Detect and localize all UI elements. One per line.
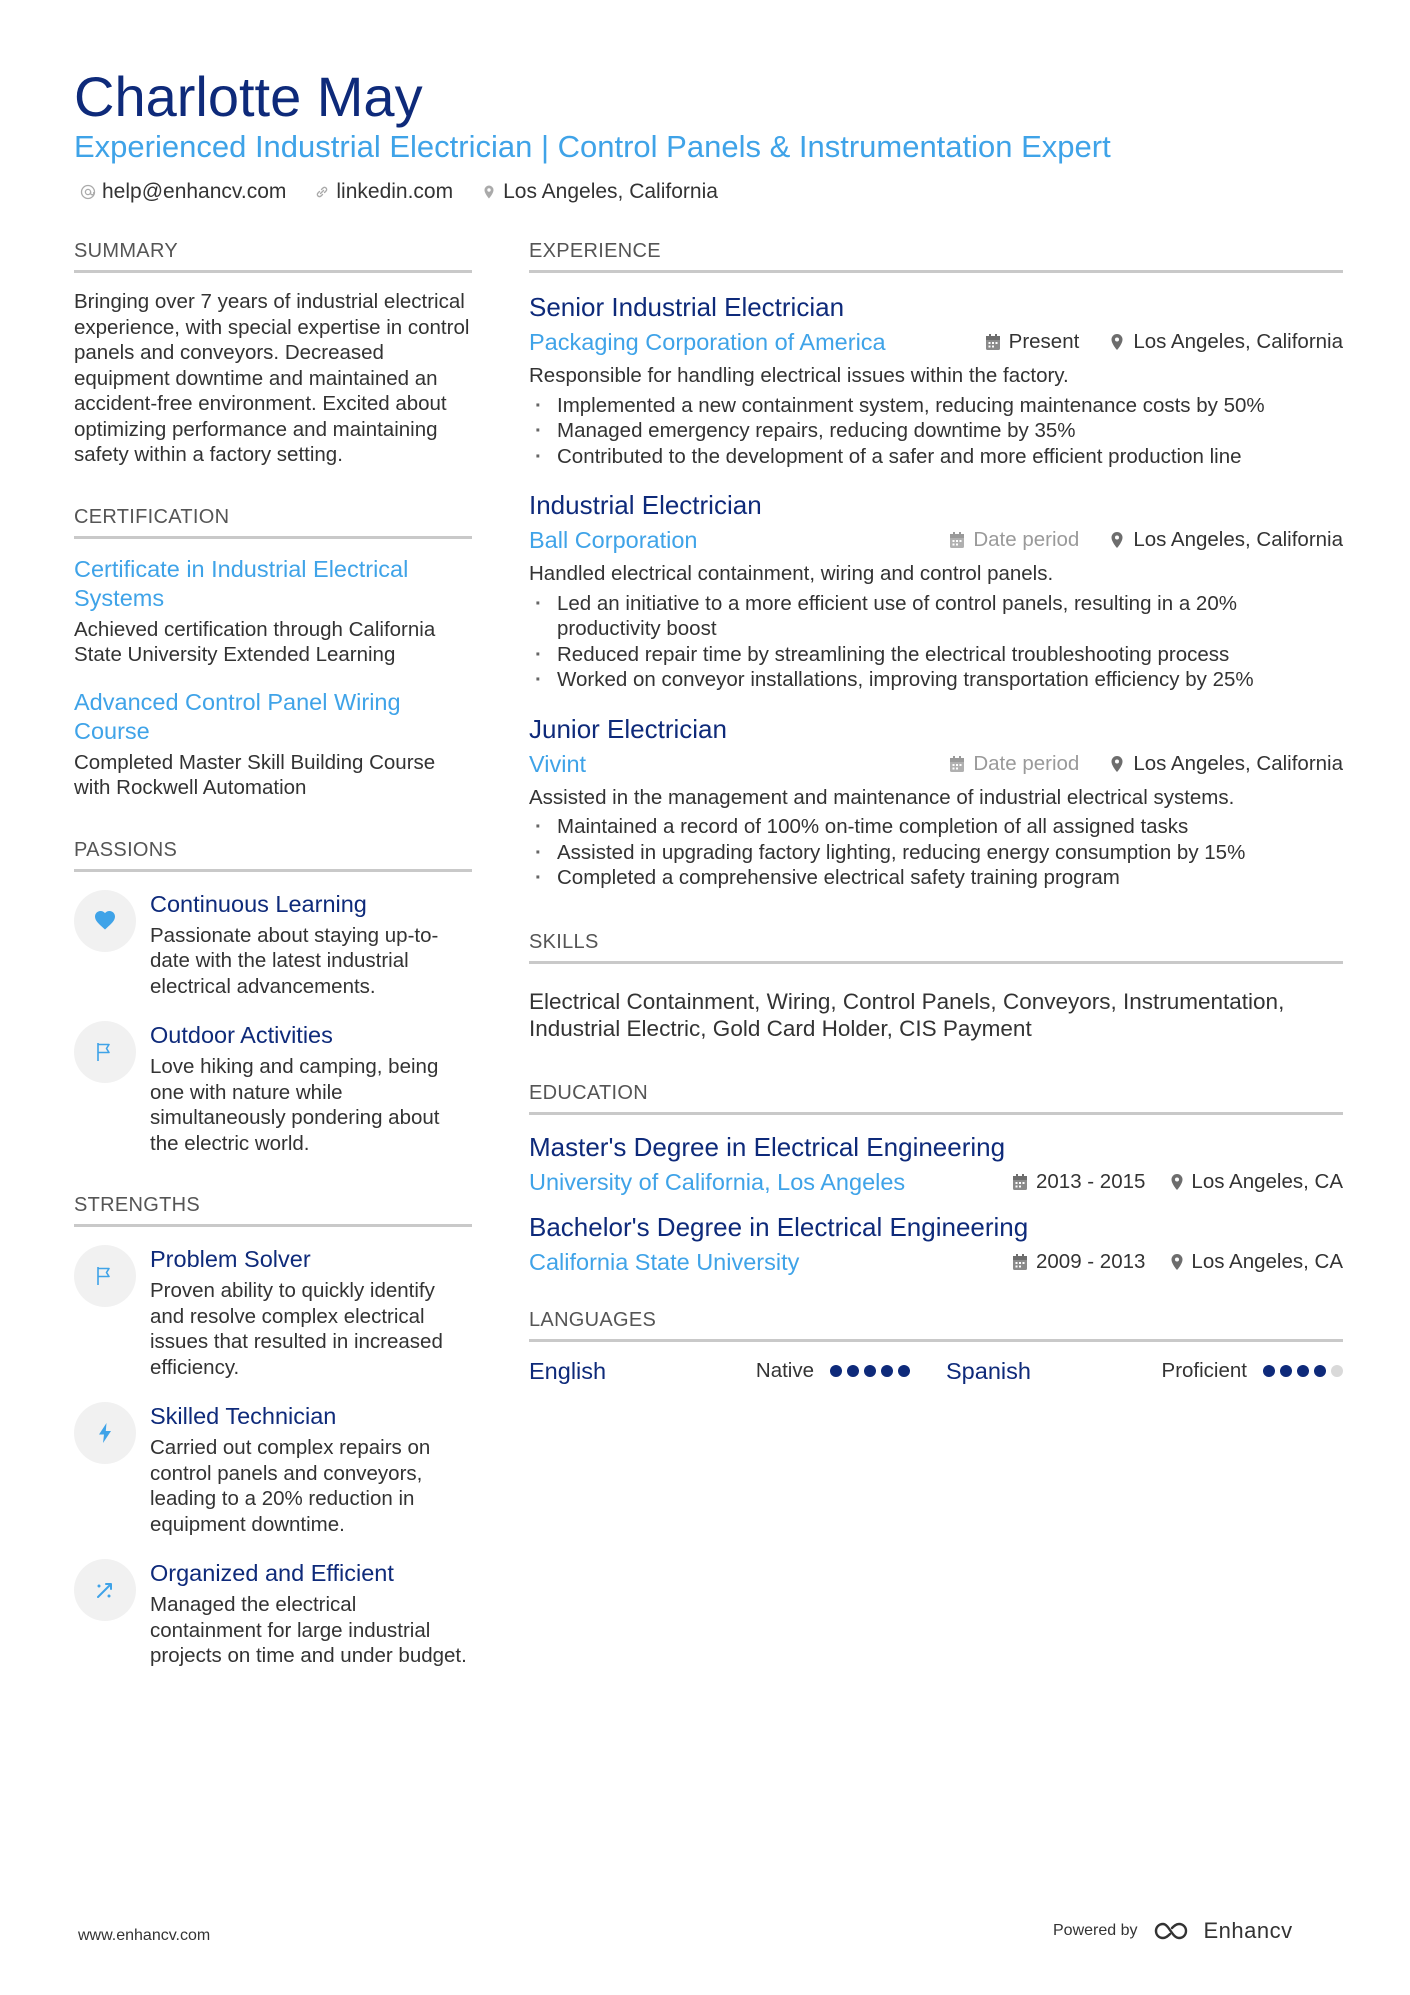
language-item (529, 1358, 926, 1385)
experience-item (529, 291, 1343, 469)
at-icon (80, 184, 96, 200)
degree-title: Bachelor's Degree in Electrical Engineering (529, 1211, 1029, 1242)
left-column (74, 238, 472, 1669)
rating-dot-filled (830, 1365, 842, 1377)
education-location: Los Angeles, CA (1191, 1169, 1343, 1193)
bullet-item: · Implemented a new containment system, reducing maintenance costs by 50% (529, 393, 1343, 419)
powered-by-label: Powered by (1053, 1922, 1138, 1939)
strength-title: Problem Solver (150, 1246, 311, 1272)
contact-bar (80, 178, 718, 206)
certification-heading: CERTIFICATION (74, 504, 472, 539)
job-date: Present (1008, 330, 1080, 353)
passions-section (74, 837, 472, 1157)
calendar-icon (1012, 1253, 1028, 1271)
contact-linkedin[interactable] (314, 178, 453, 206)
location-pin-icon (1109, 755, 1125, 773)
rating-dot-filled (1297, 1365, 1309, 1377)
education-location: Los Angeles, CA (1191, 1249, 1343, 1273)
education-item (529, 1211, 1343, 1277)
passion-desc: Passionate about staying up-to-date with the latest industrial electrical advancements. (150, 923, 439, 998)
certification-desc: Achieved certification through California State University Extended Learning (74, 617, 436, 666)
language-name: English (529, 1357, 607, 1384)
location-pin-icon (1169, 1173, 1185, 1191)
linkedin-text: linkedin.com (336, 180, 454, 203)
rating-dot-filled (1280, 1365, 1292, 1377)
location-pin-icon (1169, 1253, 1185, 1271)
education-date: 2009 - 2013 (1035, 1249, 1146, 1273)
bullet-item: · Reduced repair time by streamlining the electrical troubleshooting process (529, 642, 1343, 668)
job-bullets (529, 591, 1343, 693)
rating-dot-filled (881, 1365, 893, 1377)
school-name: California State University (529, 1248, 800, 1275)
flag-icon (74, 1245, 136, 1307)
education-item (529, 1131, 1343, 1197)
passion-title: Continuous Learning (150, 890, 367, 917)
passion-title: Outdoor Activities (150, 1022, 333, 1048)
language-level: Native (755, 1359, 814, 1382)
strength-title: Skilled Technician (150, 1403, 337, 1429)
company-name: Ball Corporation (529, 527, 698, 553)
company-name: Vivint (529, 750, 587, 777)
passion-desc: Love hiking and camping, being one with nature while simultaneously pondering about the electric world. (150, 1055, 440, 1155)
location-pin-icon (1109, 531, 1125, 549)
certification-title: Advanced Control Panel Wiring Course (74, 688, 401, 744)
rating-dot-filled (864, 1365, 876, 1377)
skills-section (529, 929, 1343, 1042)
heart-icon (74, 890, 136, 952)
strength-item (74, 1402, 472, 1537)
job-title: Junior Electrician (529, 713, 727, 744)
language-rating (1263, 1365, 1343, 1377)
skills-text: Electrical Containment, Wiring, Control Panels, Conveyors, Instrumentation, Industrial Electric, Gold Card Holder, CIS Payment (529, 988, 1285, 1041)
strength-title: Organized and Efficient (150, 1560, 394, 1586)
bullet-item: · Contributed to the development of a safer and more efficient production line (529, 444, 1343, 470)
calendar-icon (985, 333, 1001, 351)
education-section (529, 1080, 1343, 1277)
skills-heading: SKILLS (529, 929, 1343, 964)
sparkle-icon (74, 1559, 136, 1621)
certification-item (74, 688, 472, 801)
bullet-item: · Led an initiative to a more efficient use of control panels, resulting in a 20% productivity boost (529, 591, 1343, 642)
bullet-item: · Maintained a record of 100% on-time completion of all assigned tasks (529, 814, 1343, 840)
strength-desc: Proven ability to quickly identify and resolve complex electrical issues that resulted in increased efficiency. (150, 1279, 443, 1379)
right-column (529, 238, 1343, 1385)
passion-item (74, 890, 472, 1000)
job-bullets (529, 393, 1343, 470)
headline: Experienced Industrial Electrician | Control Panels & Instrumentation Expert (74, 129, 1111, 164)
flag-icon (74, 1021, 136, 1083)
certification-item (74, 555, 472, 668)
location-text: Los Angeles, California (503, 180, 718, 203)
rating-dot-filled (1263, 1365, 1275, 1377)
bullet-item: · Managed emergency repairs, reducing downtime by 35% (529, 418, 1343, 444)
location-pin-icon (481, 184, 497, 200)
rating-dot-empty (1331, 1365, 1343, 1377)
brand-logo[interactable] (1152, 1918, 1293, 1944)
school-name: University of California, Los Angeles (529, 1168, 906, 1195)
rating-dot-filled (847, 1365, 859, 1377)
job-date: Date period (973, 528, 1080, 551)
job-location: Los Angeles, California (1133, 528, 1343, 551)
languages-section (529, 1307, 1343, 1385)
bolt-icon (74, 1402, 136, 1464)
degree-title: Master's Degree in Electrical Engineering (529, 1131, 1006, 1162)
experience-item (529, 713, 1343, 891)
job-location: Los Angeles, California (1133, 330, 1343, 353)
strength-item (74, 1559, 472, 1669)
footer-website[interactable]: www.enhancv.com (78, 1927, 211, 1944)
education-date: 2013 - 2015 (1035, 1169, 1146, 1193)
contact-email[interactable] (80, 178, 286, 206)
languages-heading: LANGUAGES (529, 1307, 1343, 1342)
job-description: Responsible for handling electrical issues within the factory. (529, 364, 1069, 387)
language-item (946, 1358, 1343, 1385)
job-description: Handled electrical containment, wiring and control panels. (529, 562, 1054, 585)
candidate-name: Charlotte May (74, 65, 423, 128)
summary-heading: SUMMARY (74, 238, 472, 273)
experience-heading: EXPERIENCE (529, 238, 1343, 273)
passions-heading: PASSIONS (74, 837, 472, 872)
education-heading: EDUCATION (529, 1080, 1343, 1115)
enhancv-logo-icon (1152, 1919, 1196, 1943)
calendar-icon (949, 755, 965, 773)
strength-desc: Managed the electrical containment for large industrial projects on time and under budget. (150, 1593, 467, 1667)
job-title: Industrial Electrician (529, 490, 762, 520)
certification-title: Certificate in Industrial Electrical Systems (74, 555, 409, 611)
job-location: Los Angeles, California (1133, 751, 1343, 775)
company-name: Packaging Corporation of America (529, 329, 886, 355)
certification-section (74, 504, 472, 801)
certification-desc: Completed Master Skill Building Course with Rockwell Automation (74, 750, 436, 799)
job-bullets (529, 814, 1343, 891)
language-rating (830, 1365, 910, 1377)
strengths-heading: STRENGTHS (74, 1192, 472, 1227)
contact-location (481, 178, 718, 206)
passion-item (74, 1021, 472, 1156)
bullet-item: · Worked on conveyor installations, improving transportation efficiency by 25% (529, 667, 1343, 693)
bullet-item: · Assisted in upgrading factory lighting, reducing energy consumption by 15% (529, 840, 1343, 866)
brand-name: Enhancv (1203, 1918, 1293, 1943)
email-text: help@enhancv.com (102, 180, 287, 203)
footer-branding (1053, 1918, 1293, 1944)
language-name: Spanish (946, 1357, 1031, 1384)
language-level: Proficient (1161, 1359, 1247, 1382)
location-pin-icon (1109, 333, 1125, 351)
summary-section (74, 238, 472, 468)
job-title: Senior Industrial Electrician (529, 292, 845, 322)
summary-text: Bringing over 7 years of industrial electrical experience, with special expertise in control panels and conveyors. Decreased equipment downtime and maintained an accident-free environment. Excited about optimizing performance and maintaining safety within a factory setting. (74, 290, 470, 466)
rating-dot-filled (898, 1365, 910, 1377)
strength-desc: Carried out complex repairs on control panels and conveyors, leading to a 20% reduction in equipment downtime. (150, 1436, 431, 1536)
link-icon (314, 184, 330, 200)
experience-section (529, 238, 1343, 891)
experience-item (529, 489, 1343, 693)
job-date: Date period (973, 751, 1080, 775)
job-description: Assisted in the management and maintenance of industrial electrical systems. (529, 785, 1235, 809)
calendar-icon (1012, 1173, 1028, 1191)
rating-dot-filled (1314, 1365, 1326, 1377)
bullet-item: · Completed a comprehensive electrical safety training program (529, 865, 1343, 891)
calendar-icon (949, 531, 965, 549)
strengths-section (74, 1192, 472, 1669)
strength-item (74, 1245, 472, 1380)
